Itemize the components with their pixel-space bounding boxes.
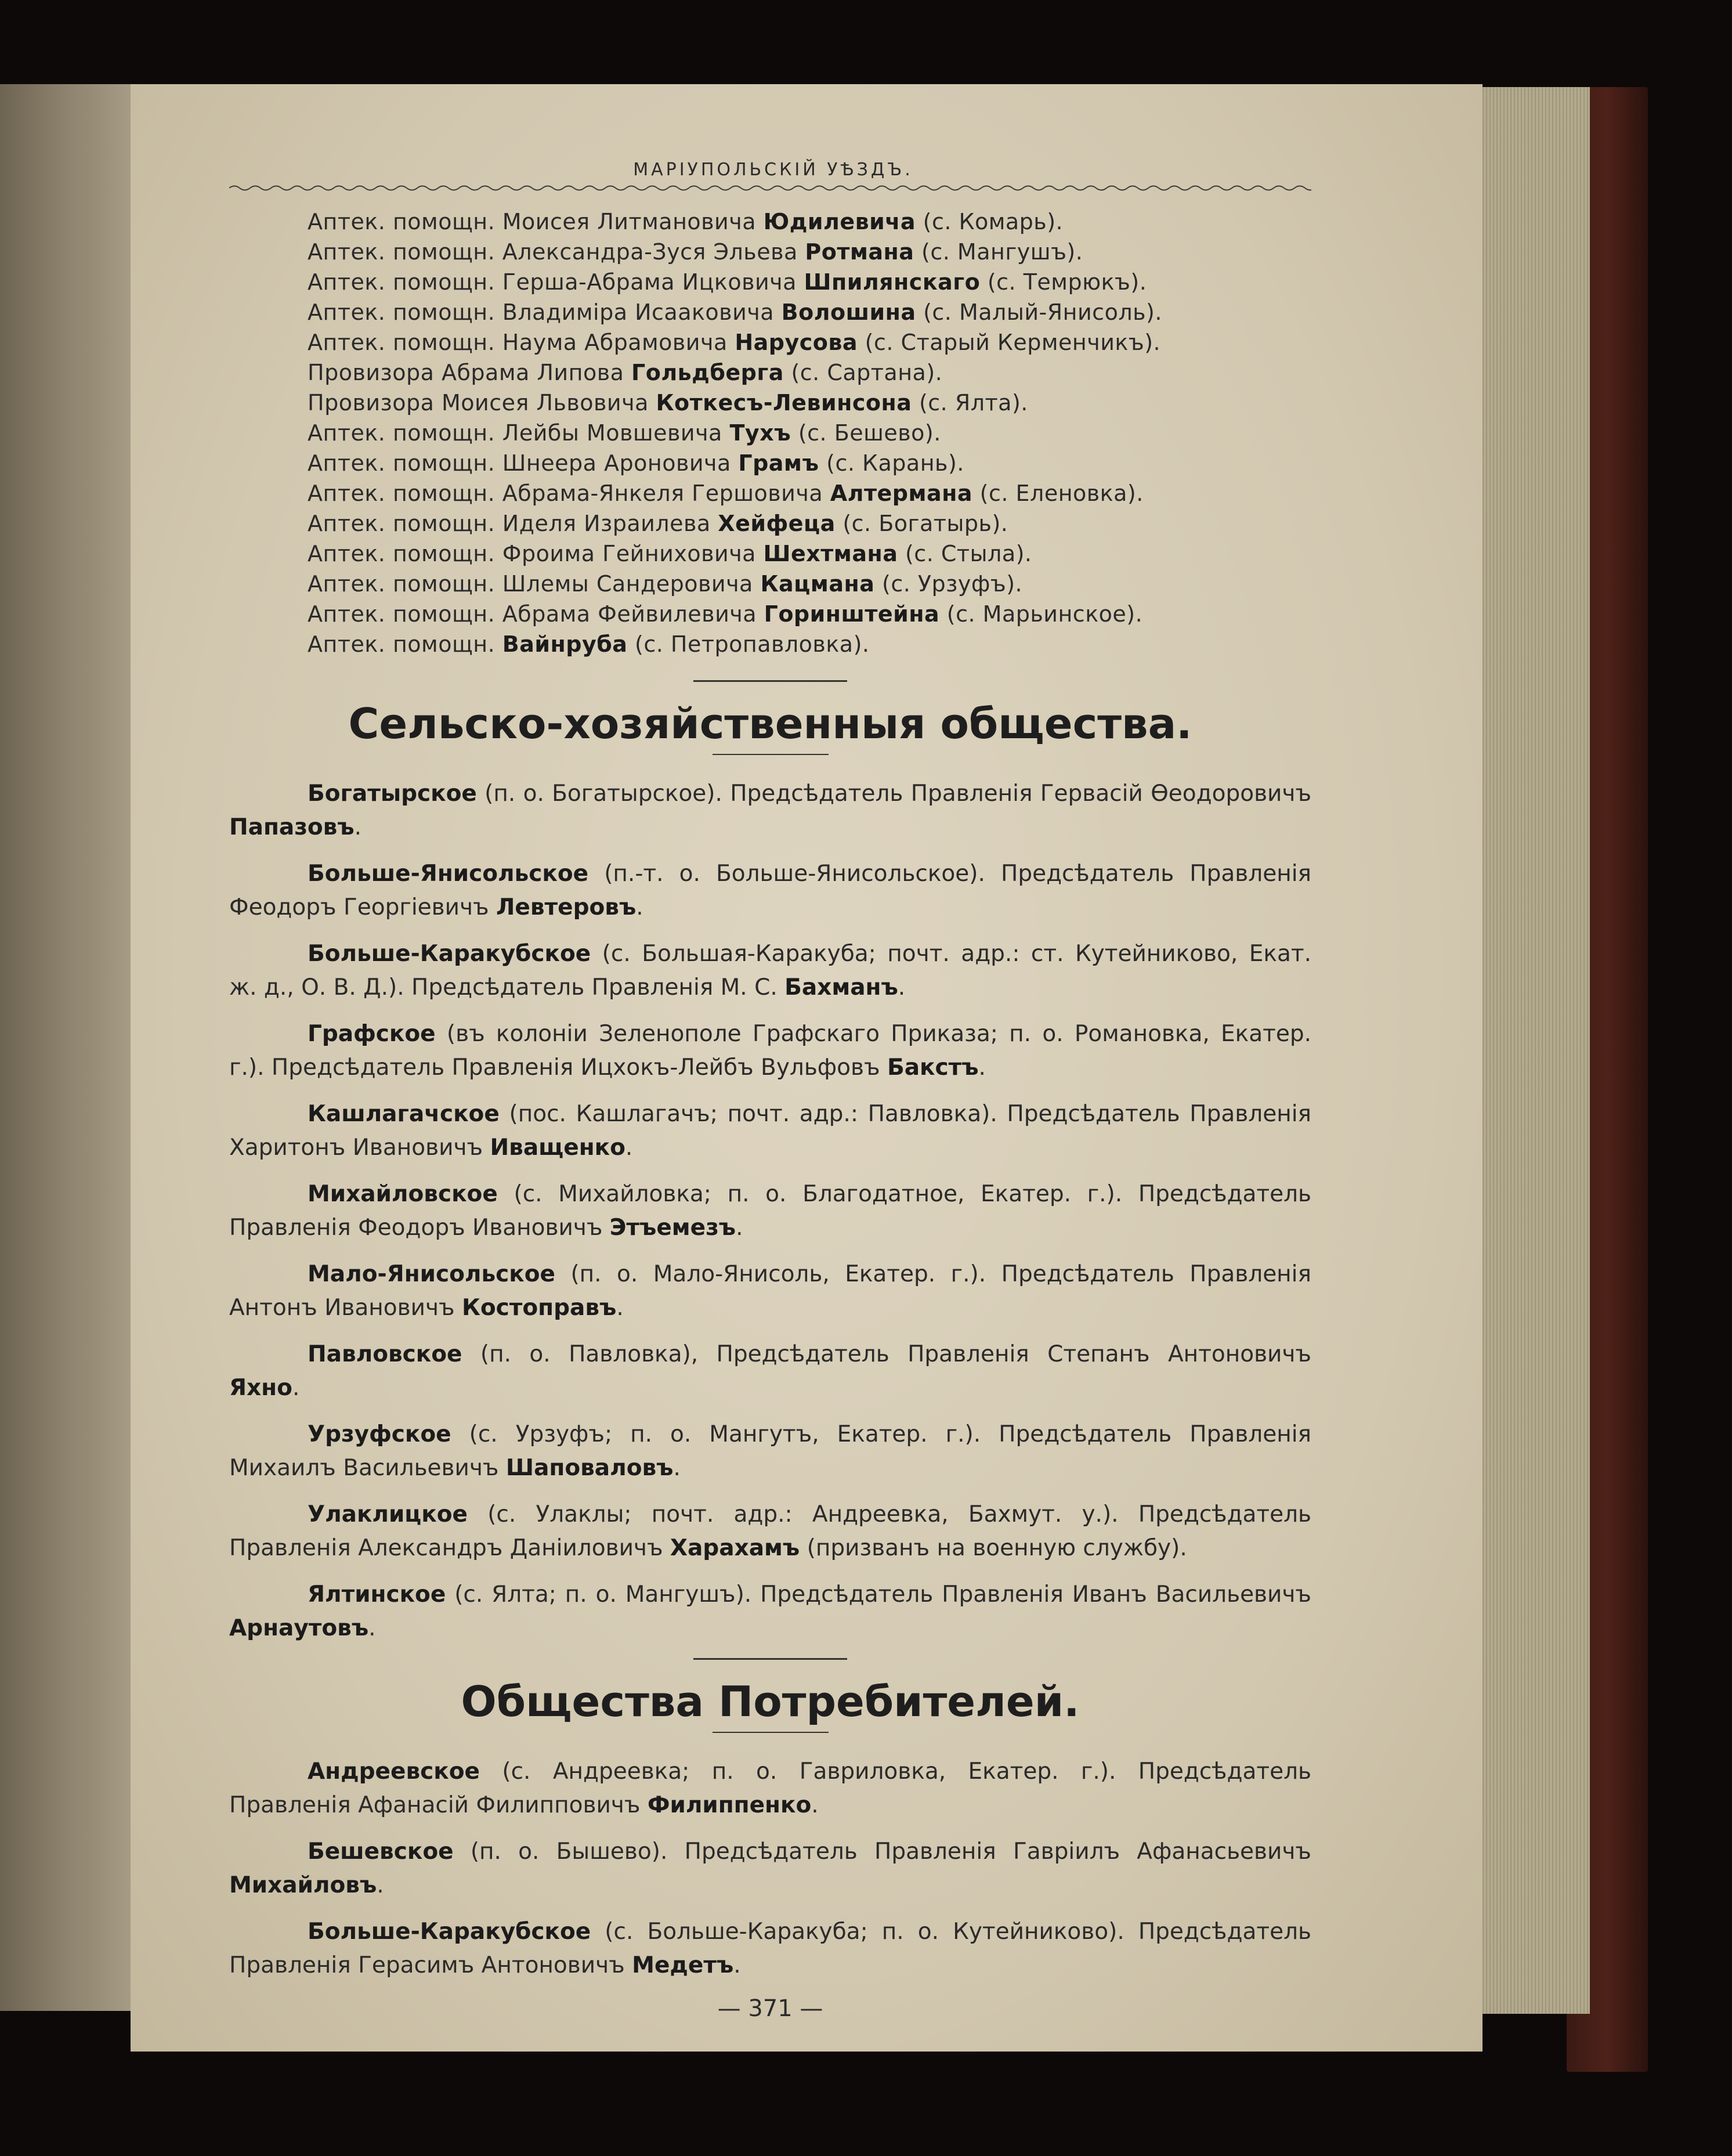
society-entry [229,1017,1311,1085]
page-content [229,160,1311,2022]
society-details: (с. Большая-Каракуба; почт. адр.: ст. Кутейниково, Екат. ж. д., О. В. Д.). Предсѣдатель Правленія М. С. [229,941,1311,1001]
page-stack-edges [1474,87,1590,2014]
consumer-section-title: Общества Потребителей. [461,1677,1080,1726]
entry-tail: . [811,1792,819,1818]
society-name: Андреевское [308,1758,480,1785]
pharmacist-prefix: Аптек. помощн. Лейбы Мовшевича [308,420,722,446]
society-entry [229,937,1311,1005]
chairman-surname: Медетъ [632,1952,734,1978]
pharmacist-prefix: Аптек. помощн. Абрама-Янкеля Гершовича [308,481,823,506]
society-name: Михайловское [308,1181,498,1207]
section-divider-bottom [713,1732,829,1733]
society-details: (с. Андреевка; п. о. Гавриловка, Екатер. г.). Предсѣдатель Правленія Афанасій Филипповичъ [229,1758,1311,1818]
pharmacist-line [308,599,1311,629]
chairman-surname: Арнаутовъ [229,1615,369,1641]
pharmacist-prefix: Аптек. помощн. Абрама Фейвилевича [308,601,757,627]
society-entry [229,777,1311,844]
pharmacist-prefix: Провизора Абрама Липова [308,360,624,385]
society-details: (въ колоніи Зеленополе Графскаго Приказа; п. о. Романовка, Екатер. г.). Предсѣдатель Правленія Ицхокъ-Лейбъ Вульфовъ [229,1021,1311,1081]
society-name: Ялтинское [308,1581,446,1608]
entry-tail: . [616,1295,624,1321]
society-name: Урзуфское [308,1421,451,1447]
entry-tail: . [673,1455,681,1481]
pharmacist-prefix: Аптек. помощн. Иделя Израилева [308,511,711,536]
chairman-surname: Костоправъ [461,1295,617,1321]
pharmacist-line [308,237,1311,267]
society-entry [229,1915,1311,1982]
society-entry [229,857,1311,924]
pharmacist-list [229,207,1311,659]
pharmacist-location: (с. Стыла). [905,541,1032,566]
pharmacist-surname: Гольдберга [631,360,784,385]
pharmacist-location: (с. Мангушъ). [921,239,1083,265]
society-details: (п. о. Мало-Янисоль, Екатер. г.). Предсѣдатель Правленія Антонъ Ивановичъ [229,1261,1311,1321]
society-entry [229,1097,1311,1165]
chairman-surname: Яхно [229,1375,292,1401]
entry-tail: . [636,894,643,920]
pharmacist-prefix: Аптек. помощн. [308,631,496,657]
pharmacist-surname: Шехтмана [763,541,898,566]
chairman-surname: Филиппенко [647,1792,812,1818]
entry-tail: . [898,974,906,1001]
pharmacist-location: (с. Богатырь). [843,511,1008,536]
pharmacist-location: (с. Бешево). [798,420,941,446]
section-divider-bottom [713,754,829,755]
chairman-surname: Иващенко [490,1135,625,1161]
pharmacist-prefix: Аптек. помощн. Моисея Литмановича [308,209,756,234]
chairman-surname: Михайловъ [229,1872,377,1898]
society-name: Павловское [308,1341,462,1367]
pharmacist-prefix: Аптек. помощн. Наума Абрамовича [308,330,728,355]
entry-tail: . [736,1215,743,1241]
society-entry [229,1755,1311,1822]
pharmacist-location: (с. Карань). [826,450,964,476]
pharmacist-surname: Горинштейна [764,601,940,627]
pharmacist-line [308,207,1311,237]
entry-tail: . [292,1375,300,1401]
society-entry [229,1578,1311,1645]
pharmacist-location: (с. Петропавловка). [635,631,870,657]
pharmacist-surname: Шпилянскаго [804,269,981,295]
pharmacist-prefix: Аптек. помощн. Герша-Абрама Ицковича [308,269,797,295]
wavy-rule [229,182,1311,194]
pharmacist-surname: Вайнруба [502,631,628,657]
society-entry [229,1418,1311,1485]
society-details: (с. Урзуфъ; п. о. Мангутъ, Екатер. г.). Предсѣдатель Правленія Михаилъ Васильевичъ [229,1421,1311,1481]
consumer-entries [229,1755,1311,1982]
society-entry [229,1178,1311,1245]
pharmacist-prefix: Аптек. помощн. Фроима Гейниховича [308,541,756,566]
society-details: (с. Улаклы; почт. адр.: Андреевка, Бахмут. у.). Предсѣдатель Правленія Александръ Даніиловичъ [229,1501,1311,1561]
society-name: Улаклицкое [308,1501,468,1527]
running-head: МАРІУПОЛЬСКІЙ УѢЗДЪ. [633,160,913,180]
society-details: (с. Михайловка; п. о. Благодатное, Екатер. г.). Предсѣдатель Правленія Феодоръ Ивановичъ [229,1181,1312,1241]
pharmacist-location: (с. Урзуфъ). [882,571,1023,597]
pharmacist-line [308,327,1311,357]
pharmacist-location: (с. Темрюкъ). [987,269,1147,295]
pharmacist-line [308,629,1311,659]
chairman-surname: Папазовъ [229,814,355,840]
pharmacist-surname: Ротмана [805,239,914,265]
society-name: Больше-Каракубское [308,1919,591,1945]
pharmacist-surname: Волошина [781,299,916,325]
agri-entries [229,777,1311,1645]
page-number: — 371 — [717,1995,823,2022]
entry-tail: . [377,1872,384,1898]
society-details: (п. о. Бышево). Предсѣдатель Правленія Гавріилъ Афанасьевичъ [470,1839,1311,1865]
entry-tail: (призванъ на военную службу). [800,1535,1187,1561]
entry-tail: . [368,1615,376,1641]
pharmacist-prefix: Аптек. помощн. Владиміра Исааковича [308,299,775,325]
pharmacist-location: (с. Ялта). [919,390,1028,416]
chairman-surname: Шаповаловъ [505,1455,674,1481]
society-entry [229,1258,1311,1325]
society-details: (с. Ялта; п. о. Мангушъ). Предсѣдатель Правленія Иванъ Васильевичъ [454,1581,1311,1608]
section-divider-top [693,1658,847,1660]
pharmacist-location: (с. Комарь). [923,209,1064,234]
pharmacist-surname: Юдилевича [763,209,916,234]
society-name: Мало-Янисольское [308,1261,555,1287]
pharmacist-line [308,388,1311,418]
left-page-edge [0,84,131,2011]
pharmacist-prefix: Аптек. помощн. Шлемы Сандеровича [308,571,753,597]
pharmacist-surname: Нарусова [735,330,858,355]
pharmacist-surname: Кацмана [760,571,875,597]
section-divider-top [693,680,847,682]
pharmacist-line [308,297,1311,327]
pharmacist-line [308,478,1311,508]
agri-section-title: Сельско-хозяйственныя общества. [348,699,1192,748]
pharmacist-location: (с. Старый Керменчикъ). [865,330,1161,355]
society-entry [229,1835,1311,1902]
entry-tail: . [978,1054,986,1081]
chairman-surname: Харахамъ [670,1535,800,1561]
pharmacist-prefix: Аптек. помощн. Александра-Зуся Эльева [308,239,798,265]
chairman-surname: Бакстъ [887,1054,979,1081]
pharmacist-surname: Коткесъ-Левинсона [656,390,912,416]
pharmacist-line [308,508,1311,539]
entry-tail: . [625,1135,633,1161]
pharmacist-prefix: Аптек. помощн. Шнеера Ароновича [308,450,731,476]
chairman-surname: Левтеровъ [496,894,637,920]
society-name: Богатырское [308,781,477,807]
society-details: (с. Больше-Каракуба; п. о. Кутейниково). Предсѣдатель Правленія Герасимъ Антоновичъ [229,1919,1311,1978]
pharmacist-prefix: Провизора Моисея Львовича [308,390,649,416]
book-page [131,84,1482,2052]
pharmacist-line [308,357,1311,388]
pharmacist-surname: Алтермана [830,481,973,506]
pharmacist-line [308,569,1311,599]
pharmacist-line [308,267,1311,297]
pharmacist-surname: Хейфеца [718,511,836,536]
society-name: Бешевское [308,1839,454,1865]
society-name: Кашлагачское [308,1101,500,1127]
pharmacist-surname: Грамъ [738,450,819,476]
pharmacist-line [308,448,1311,478]
pharmacist-location: (с. Марьинское). [946,601,1143,627]
society-name: Больше-Каракубское [308,941,591,967]
society-details: (п.-т. о. Больше-Янисольское). Предсѣдатель Правленія Феодоръ Георгіевичъ [229,861,1311,920]
pharmacist-line [308,418,1311,448]
society-name: Больше-Янисольское [308,861,589,887]
entry-tail: . [354,814,362,840]
society-entry [229,1338,1311,1405]
pharmacist-line [308,539,1311,569]
society-entry [229,1498,1311,1565]
society-details: (пос. Кашлагачъ; почт. адр.: Павловка). Предсѣдатель Правленія Харитонъ Ивановичъ [229,1101,1311,1161]
society-details: (п. о. Богатырское). Предсѣдатель Правленія Гервасій Ѳеодоровичъ [484,781,1312,807]
chairman-surname: Этъемезъ [609,1215,736,1241]
chairman-surname: Бахманъ [784,974,898,1001]
pharmacist-location: (с. Малый-Янисоль). [923,299,1162,325]
society-details: (п. о. Павловка), Предсѣдатель Правленія Степанъ Антоновичъ [480,1341,1311,1367]
society-name: Графское [308,1021,436,1047]
pharmacist-location: (с. Сартана). [791,360,943,385]
pharmacist-surname: Тухъ [729,420,791,446]
pharmacist-location: (с. Еленовка). [979,481,1144,506]
entry-tail: . [733,1952,741,1978]
